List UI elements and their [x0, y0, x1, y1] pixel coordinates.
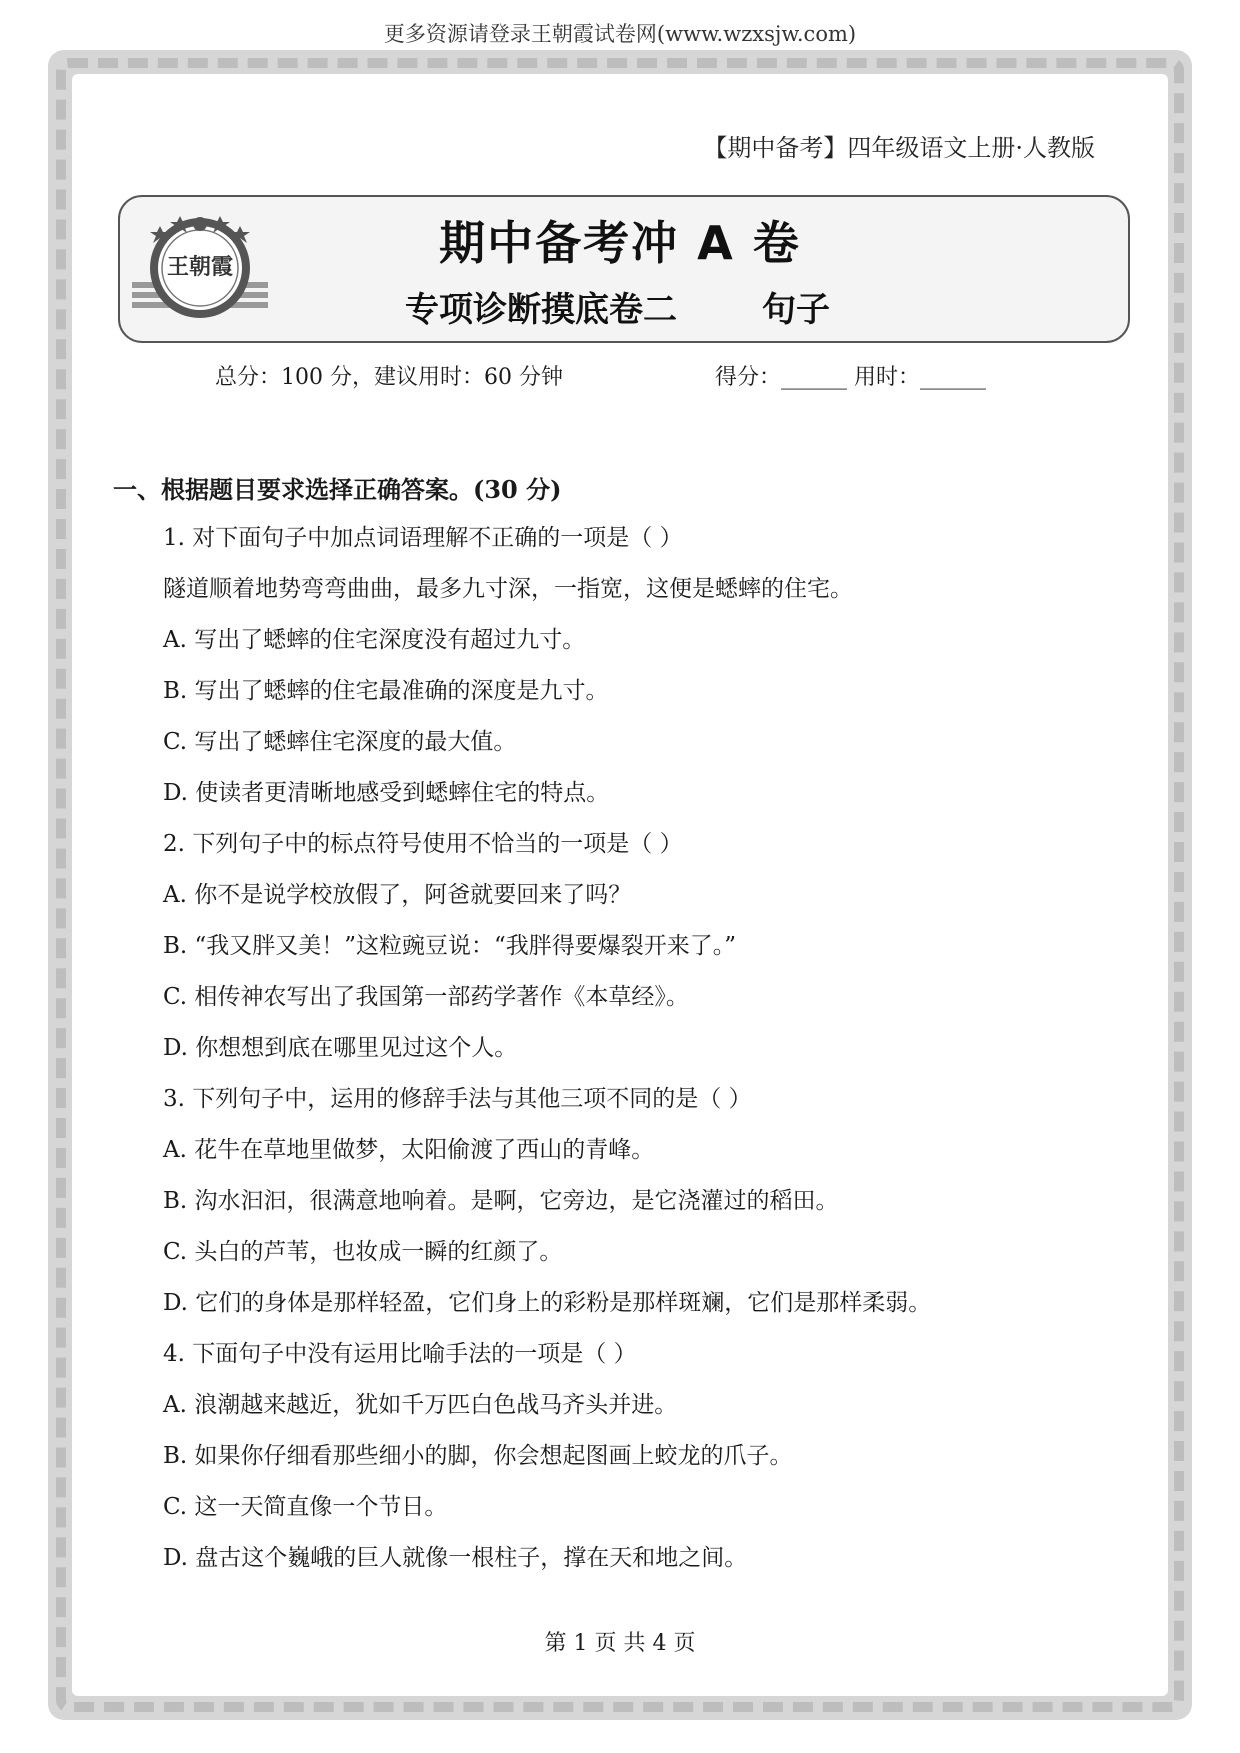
option-line: D. 盘古这个巍峨的巨人就像一根柱子，撑在天和地之间。 [163, 1545, 748, 1571]
option-line: A. 花牛在草地里做梦，太阳偷渡了西山的青峰。 [163, 1137, 655, 1163]
page-number: 第 1 页 共 4 页 [544, 1631, 696, 1656]
option-line: A. 浪潮越来越近，犹如千万匹白色战马齐头并进。 [163, 1392, 678, 1418]
question-list [163, 513, 1123, 1584]
option-line: C. 相传神农写出了我国第一部药学著作《本草经》。 [163, 984, 689, 1010]
option-line: B. 沟水汩汩，很满意地响着。是啊，它旁边，是它浇灌过的稻田。 [163, 1188, 839, 1214]
option-line: B. 如果你仔细看那些细小的脚，你会想起图画上蛟龙的爪子。 [163, 1443, 793, 1469]
subtitle-topic: 句子 [762, 290, 830, 330]
site-note: 更多资源请登录王朝霞试卷网(www.wzxsjw.com) [383, 22, 857, 46]
option-line: C. 写出了蟋蟀住宅深度的最大值。 [163, 729, 517, 755]
option-line: A. 写出了蟋蟀的住宅深度没有超过九寸。 [163, 627, 586, 653]
question-line: 2. 下列句子中的标点符号使用不恰当的一项是（ ） [163, 831, 683, 857]
option-line: B. “我又胖又美！”这粒豌豆说：“我胖得要爆裂开来了。” [163, 933, 737, 959]
score-info: 总分：100 分，建议用时：60 分钟 [215, 365, 563, 390]
edition-label: 【期中备考】四年级语文上册·人教版 [703, 134, 1095, 162]
option-line: D. 使读者更清晰地感受到蟋蟀住宅的特点。 [163, 780, 610, 806]
page-title: 期中备考冲 A 卷 [439, 216, 801, 270]
question-passage: 隧道顺着地势弯弯曲曲，最多九寸深，一指宽，这便是蟋蟀的住宅。 [163, 576, 853, 602]
question-line: 1. 对下面句子中加点词语理解不正确的一项是（ ） [163, 525, 683, 551]
score-blanks: 得分：______ 用时：______ [715, 365, 986, 390]
section-heading: 一、根据题目要求选择正确答案。(30 分) [113, 475, 562, 504]
option-line: D. 它们的身体是那样轻盈，它们身上的彩粉是那样斑斓，它们是那样柔弱。 [163, 1290, 932, 1316]
question-line: 4. 下面句子中没有运用比喻手法的一项是（ ） [163, 1341, 637, 1367]
option-line: D. 你想想到底在哪里见过这个人。 [163, 1035, 518, 1061]
logo-text: 王朝霞 [166, 254, 234, 280]
question-line: 3. 下列句子中，运用的修辞手法与其他三项不同的是（ ） [163, 1086, 752, 1112]
option-line: A. 你不是说学校放假了，阿爸就要回来了吗？ [163, 882, 632, 908]
option-line: B. 写出了蟋蟀的住宅最准确的深度是九寸。 [163, 678, 609, 704]
page-subtitle: 专项诊断摸底卷二 [405, 290, 677, 330]
option-line: C. 这一天简直像一个节日。 [163, 1494, 448, 1520]
option-line: C. 头白的芦苇，也妆成一瞬的红颜了。 [163, 1239, 563, 1265]
